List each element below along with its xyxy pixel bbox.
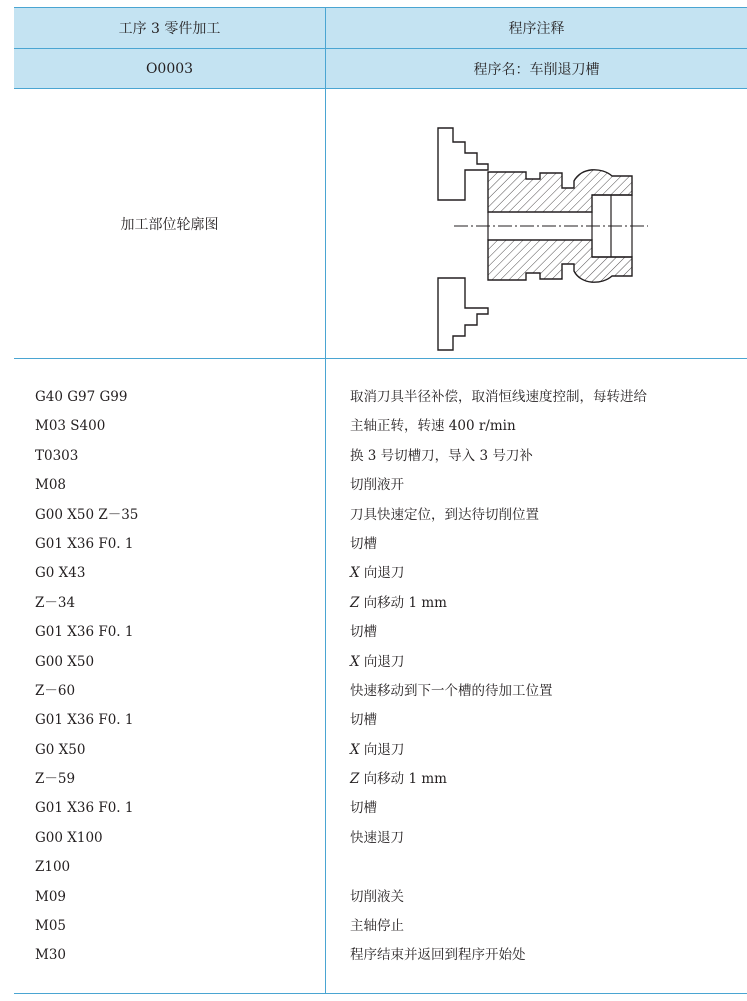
comment-lines [326,387,747,975]
comment-line [326,563,747,592]
comment-text: 向退刀 [359,741,405,758]
code-line: G00 X100 [35,829,103,846]
comment-line: 主轴停止 [350,918,404,935]
comment-text: 向退刀 [359,653,405,670]
comment-line: 快速移动到下一个槽的待加工位置 [350,682,553,699]
code-line: G40 G97 G99 [35,389,128,405]
code-line: Z－34 [35,594,76,611]
program-table [14,7,747,994]
program-number: O0003 [14,49,326,88]
code-line: Z－60 [35,682,76,699]
code-line: G0 X43 [35,565,86,582]
comment-text: 向移动 1 mm [359,594,447,611]
comment-axis: Z [350,771,360,788]
drawing-row [14,89,747,359]
comment-line [326,857,747,886]
comment-line [326,769,747,798]
code-line: M05 [35,918,67,935]
program-body [14,359,747,993]
drawing-label: 加工部位轮廓图 [14,89,326,358]
code-line: G00 X50 [35,653,95,670]
comment-line: 切槽 [350,800,377,817]
comment-line: 主轴正转，转速 400 r/min [350,418,516,435]
code-line: M03 S400 [35,418,106,435]
lower-chuck-jaw [438,278,488,350]
comment-line: 快速退刀 [350,829,404,846]
header-col-comment: 程序注释 [508,21,565,37]
code-line: M08 [35,477,67,494]
code-line: M30 [35,947,67,964]
code-column [14,359,326,993]
code-lines [14,387,325,975]
comment-line [326,652,747,681]
code-line: G01 X36 F0. 1 [35,712,134,729]
comment-axis: X [350,741,360,758]
code-line: G00 X50 Z－35 [35,506,139,523]
comment-line [326,740,747,769]
part-profile-drawing [326,89,747,359]
comment-line [326,593,747,622]
comment-line: 刀具快速定位，到达待切削位置 [350,506,539,523]
comment-line: 切槽 [350,535,377,552]
comment-line: 取消刀具半径补偿，取消恒线速度控制，每转进给 [350,389,647,405]
comment-axis: X [350,653,360,670]
comment-axis: Z [350,594,360,611]
comment-line: 切槽 [350,712,377,729]
comment-axis: X [350,565,360,582]
program-name: 程序名：车削退刀槽 [473,61,600,78]
header-row [14,8,747,49]
code-line: G01 X36 F0. 1 [35,624,134,641]
subheader-row [14,49,747,89]
upper-chuck-jaw [438,128,488,200]
header-col-step: 工序 3 零件加工 [14,8,326,48]
code-line: T0303 [35,447,79,464]
code-line: G01 X36 F0. 1 [35,535,134,552]
drawing-cell [326,89,747,358]
comment-line: 切槽 [350,624,377,641]
comment-text: 向移动 1 mm [359,771,447,788]
code-line: Z100 [35,859,71,876]
comment-text: 向退刀 [359,565,405,582]
comment-line: 程序结束并返回到程序开始处 [350,947,526,964]
code-line: G01 X36 F0. 1 [35,800,134,817]
comment-line: 切削液关 [350,888,404,905]
code-line: M09 [35,888,67,905]
code-line: G0 X50 [35,741,86,758]
comment-line: 切削液开 [350,477,404,494]
code-line: Z－59 [35,771,76,788]
comment-line: 换 3 号切槽刀，导入 3 号刀补 [350,447,533,464]
comment-column [326,359,747,993]
